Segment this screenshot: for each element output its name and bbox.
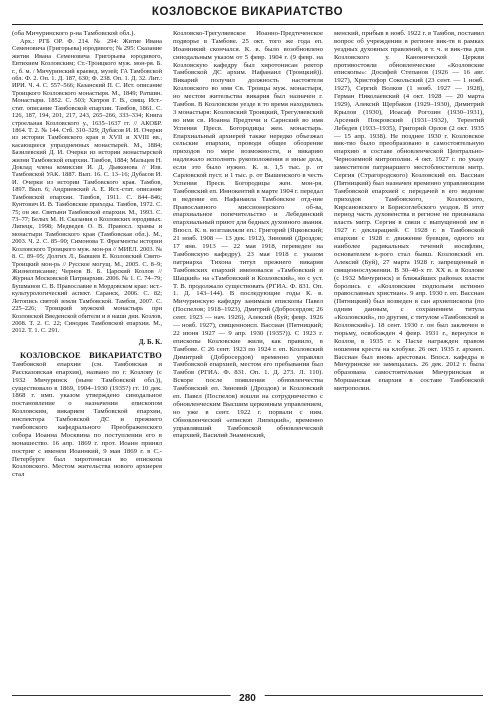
running-header [12,3,483,25]
page-number-box [230,688,265,706]
references-block: Арх.: РГБ ОР. Ф. 214. № 294: Житие Ивана Семеновича (Григорьева) юродивого; № 295: Сказание жития Ивана Семеновича Григорьева юродивого, Евтихием Козловским; Ст.-Троицкого муж. мон-ря. Б. г., б. м. / Мичуринский краевед. музей; ГА Тамбовской обл. Ф. 2. Оп. 1. Д. 187, 630; Ф. 238. Оп. 1. Д. 32. Лит.: ИРИ. Ч. 4. С. 557–566; Казанский П. С. Ист. описание Троицкого Козловского монастыря. М., 1849; Ратшин. Монастыри. 1852. С. 503; Хитров Г. В., свящ. Ист.-стат. описание Тамбовской епархии. Тамбов, 1861. С. 126, 187, 194, 201, 217, 243, 265–266, 333–334; Книга строельная Козловского у., 1635–1637 гг. // АКОБР. 1864. Т. 2. № 144. Стб. 310–329; Дубасов И. И. Очерки из истории Тамбовского края в XVII и XVIII вв., касающиеся упраздненных монастырей. М., 1884; Базилевский Д. И. Очерки из истории монастырской жизни Тамбовской епархии. Тамбов, 1884; Мальцев Н. Доклад члена комиссии И. Д. Дьяконова // Изв. Тамбовской УАК. 1887. Вып. 16. С. 13–16; Дубасов И. И. Очерки из истории Тамбовского края. Тамбов, 1897. Вып. 6; Андриевский А. Е. Ист.-стат. описание Тамбовской епархии. Тамбов, 1911. С. 844–846; Кунтович И. В. Тамбовские приходы. Тамбов, 1972. С. 75; он же. Святыни Тамбовской епархии. М., 1993. С. 73–77; Белых М. Н. Сказания о Козловских юродивых. Липецк, 1998; Медведев О. В. Правосл. храмы и монастыри Тамбовского края (Тамбовская обл.). М., 2003. Ч. 2. С. 85–90; Симонова Т. Фрагменты истории Козловского Троицкого муж. мон-ря // МИЕЛ. 2003. № 8. С. 89–95; Долгих Л., Бывшев Е. Козловский Свято-Троицкий мон-рь // Русское могущ. М., 2005. С. 8–9; Жизнеописание; Чернов В. Б. Царский Козлов // Журнал Московской Патриархии. 2006. № 1. С. 74–79; Бушманов С. В. Православие в Мордовском крае: ист.-культурологический аспект. Саранск, 2006. С. 82; Летопись святой земли Тамбовской. Тамбов, 2007. С. 225–226; Троицкий мужской монастырь при Козловской Введенской обители и в наши дни. Козлов, 2008. Т. 2. С. 22; Синодик Тамбовской епархии. М., 2012. Т. 1. С. 291. [12,37,162,335]
author-signature: Д. Б. К. [138,337,162,346]
column-right [334,30,484,682]
article-body-middle: Козловско-Трегуляевское Иоанно-Предтеченское подворье в Тамбове. 25 окт. того же года еп. Иоанникий скончался. К. в. было возобновлено синодальным указом от 5 февр. 1904 г. (9 февр. на Козловскую кафедру был хиротонисан ректор Тамбовской ДС архим. Нафанаил (Троицкий)). Викарий получил должность настоятеля Козловского во имя Св. Троицы муж. монастыря, но местом жительства викария был назначен г. Тамбов. В Козловском уезде в то время находились 3 монастыря: Козловский Троицкий, Трегуляевский во имя св. Иоанна Предтечи и Сарнский во имя Успения Пресв. Богородицы жен. монастырь. Епархиальный архиерей также нередко объезжал сельские епархии, проводя общее обозрение приходов по мере возможности, и викарию надлежало исполнять рукоположения и иные дела, если это было нужно. К. в. 1,5 тыс. р. от Сарловской пуст. и 1 тыс. р. от Вышенского в честь Успения Пресв. Богородицы жен. мон-ря. Тамбовский еп. Иннокентий в марте 1904 г. передал в ведение еп. Нафанаила Тамбовское отд-ние Православного миссионерского об-ва, епархиальное попечительство и Лебедянский епархиальный приют для бедных духовного звания. Впосл. К. в. возглавляли еп.: Григорий (Яцковский; 21 нояб. 1908 — 13 дек. 1912), Зиновий (Дроздов; 17 янв. 1913 — 22 мая 1918, переведен на Тамбовскую кафедру). 23 мая 1918 г. указом патриарха Тихона титул прежнего викария Тамбовских епархий именовался «Тамбовский и Шацкий» на «Тамбовский и Козловский», но с уст. Т. В. продолжало существовать (РГИА. Ф. 831. Оп. 1. Д. 143–144). В последующие годы К. в. Мичуринскую кафедру занимали епископы Павел (Поспелов; 1918–1923), Дмитрий (Добросердов; 26 сент. 1923 — нач. 1926), Алексий (Буй; февр. 1926 — нояб. 1927), священноисп. Вассиан (Пятницкий; 22 июня 1927 — 9 апр. 1930 (1935?)). С 1923 г. епископы Козловские жили, как правило, в Тамбове. С 26 сент. 1923 по 1924 г. еп. Козловский Димитрий (Добросердов) временно управлял Тамбовской епархией, местом его пребывания был Тамбов (РГИА. Ф. 831. Оп. 1. Д. 273. Л. 110). Вскоре после появления обновленчества Тамбовский еп. Зиновий (Дроздов) и Козловский еп. Павел (Поспелов) вошли на сотрудничество с обновленческим Высшим церковным управлением, но уже в сент. 1922 г. порвали с ним. Обновленческий «епископ Липецкий», временно управлявший Тамбовской обновленческой епархией, Василий Знаменский, [173,30,323,440]
previous-article-ending: (оба Мичуринского р-на Тамбовской обл.). [12,30,136,37]
article-body-start: Тамбовской епархии (см. Тамбовская и Рассказовская епархия), названо по г. Козлову (с 1932 Мичуринск (ныне Тамбовской обл.)), существовало в 1869, 1904–1930 (1935?) гг. 10 дек. 1868 г. имп. указом утверждено синодальное постановление о назначении епископом Козловским, викарием Тамбовской епархии, инспектора Тамбовской ДС и прежнего тамбовского кафедрального Преображенского собора Иоанна Москвина по поступлении его в монашество. 16 апр. 1869 г. прот. Иоанн принял постриг с именем Иоаннкий, 9 мая 1869 г. в С.-Петербурге был хиротонисан во епископа Козловского. Местом жительства нового архиерея стал [12,360,162,479]
column-middle [173,30,323,682]
article-body-end: менский, прибыв в нояб. 1922 г. в Тамбов, поставил вопрос об учреждении в регионе вик-тв в рамках уездных духовных правлений, в т. ч. и вик-тва для Козловского у. Канонической Церкви противостояли обновленческие «Козловские епископы»: Досифей Степанов (1926 — 16 авг. 1927), Христофор Сокольский (23 сент. — 1 нояб. 1927), Сергий Волков (1 нояб. 1927 — 1928), Герман Николаевский (4 окт. 1928 — 20 марта 1929), Алексий Щербаков (1929–1930), Димитрий Крылов (1930), Иоасаф Рогозин (1930–1931), Арсений Покровский (1931–1932), Терентий Лебедев (1933–1935), Григорий Орлов (2 окт. 1935 — 15 апр. 1938). Не позднее 1930 г. Козловское вик-тво было преобразовано в самостоятельную епархию в составе обновленческой Центрально-Черноземной митрополии. 4 окт. 1927 г. по указу заместителя патриаршего местоблюстителя митр. Сергия (Страгородского) Козловский еп. Вассиан (Пятницкий) был назначен временно управляющим Тамбовской епархией с передачей в его ведение приходов Тамбовского, Козловского, Кирсановского и Борисоглебского уездов. В этот период часть духовенства в регионе не признавала власть митр. Сергия в связи с выпущенной им в 1927 г. декларацией. С 1928 г. в Тамбовской епархии с 1928 г. движение буевцев, одного из наиболее радикальных течений иосифлян, основателем к-рого стал бывш. Козловский еп. Алексий (Буй), 27 марта 1928 г. запрещенный в священнослужении. В 30–40-х гг. XX в. в Козлове (с 1932 Мичуринск) и ближайших районах власти боролись с «Козловским подпольем истинно православных христиан». 9 апр. 1930 г. еп. Вассиан (Пятницкий) был возведен в сан архиепископа (по одним данным, с сохранением титула «Козловский», по другим, с титулом «Тамбовский и Козловский»). 18 сент. 1930 г. он был заключен в тюрьму, освобожден 4 февр. 1931 г., вернулся в Козлов, в 1935 г. к Пасхе награжден правом ношения креста на клобуке. 26 окт. 1935 г. архиеп. Вассиан был вновь арестован. Впосл. кафедра в Мичуринске не замещалась. 26 дек. 2012 г. была образована самостоятельная Мичуринская и Моршанская епархия в составе Тамбовской митрополии. [334,30,484,393]
text-columns [12,30,484,682]
column-left [12,30,162,682]
header-rule [12,24,483,25]
running-header-title: КОЗЛОВСКОЕ ВИКАРИАТСТВО [151,6,344,18]
article-heading: КОЗЛОВСКОЕ ВИКАРИАТСТВО [20,350,162,360]
page-number: 280 [239,693,256,704]
page-footer [12,690,483,712]
article-entry [12,351,162,479]
